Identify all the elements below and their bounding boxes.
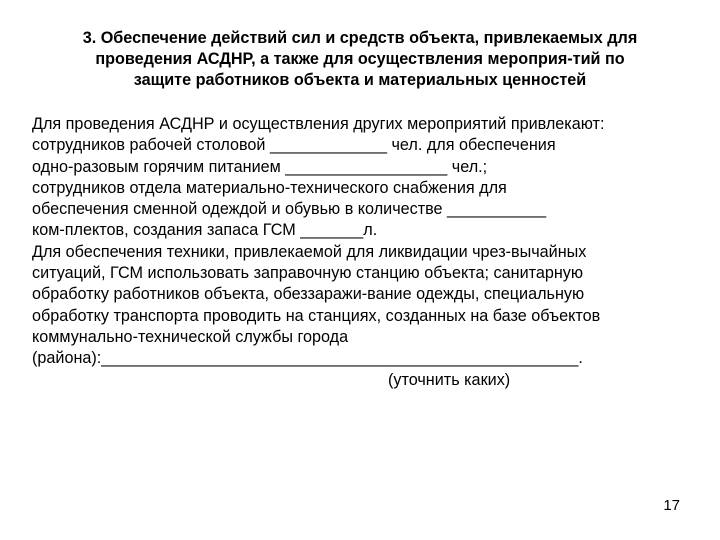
body-line: ситуаций, ГСМ использовать заправочную станцию объекта; санитарную [32, 264, 584, 283]
heading-line: 3. Обеспечение действий сил и средств объекта, привлекаемых для [82, 29, 638, 47]
body-line: (района):_____________________________________________________. [32, 349, 583, 368]
heading-line: защите работников объекта и материальных ценностей [133, 71, 587, 89]
body-line: Для проведения АСДНР и осуществления других мероприятий привлекают: [32, 115, 605, 133]
body-paragraph [32, 114, 702, 391]
clarify-note: (уточнить каких) [388, 370, 511, 389]
body-line: обработку транспорта проводить на станциях, созданных на базе объектов [32, 306, 601, 325]
body-line: Для обеспечения техники, привлекаемой для ликвидации чрез-вычайных [32, 242, 587, 261]
body-line: сотрудников рабочей столовой _____________ чел. для обеспечения [32, 136, 556, 155]
body-line: обработку работников объекта, обеззаражи-вание одежды, специальную [32, 285, 585, 304]
section-heading [20, 28, 700, 91]
body-line: обеспечения сменной одеждой и обувью в количестве ___________ [32, 200, 547, 219]
page-number: 17 [663, 497, 680, 514]
body-line: коммунально-технической службы города [32, 327, 349, 346]
body-line: одно-разовым горячим питанием __________________ чел.; [32, 157, 488, 176]
body-line: ком-плектов, создания запаса ГСМ _______л. [32, 221, 378, 240]
heading-line: проведения АСДНР, а также для осуществления мероприя-тий по [95, 50, 625, 68]
body-line: сотрудников отдела материально-технического снабжения для [32, 178, 507, 197]
